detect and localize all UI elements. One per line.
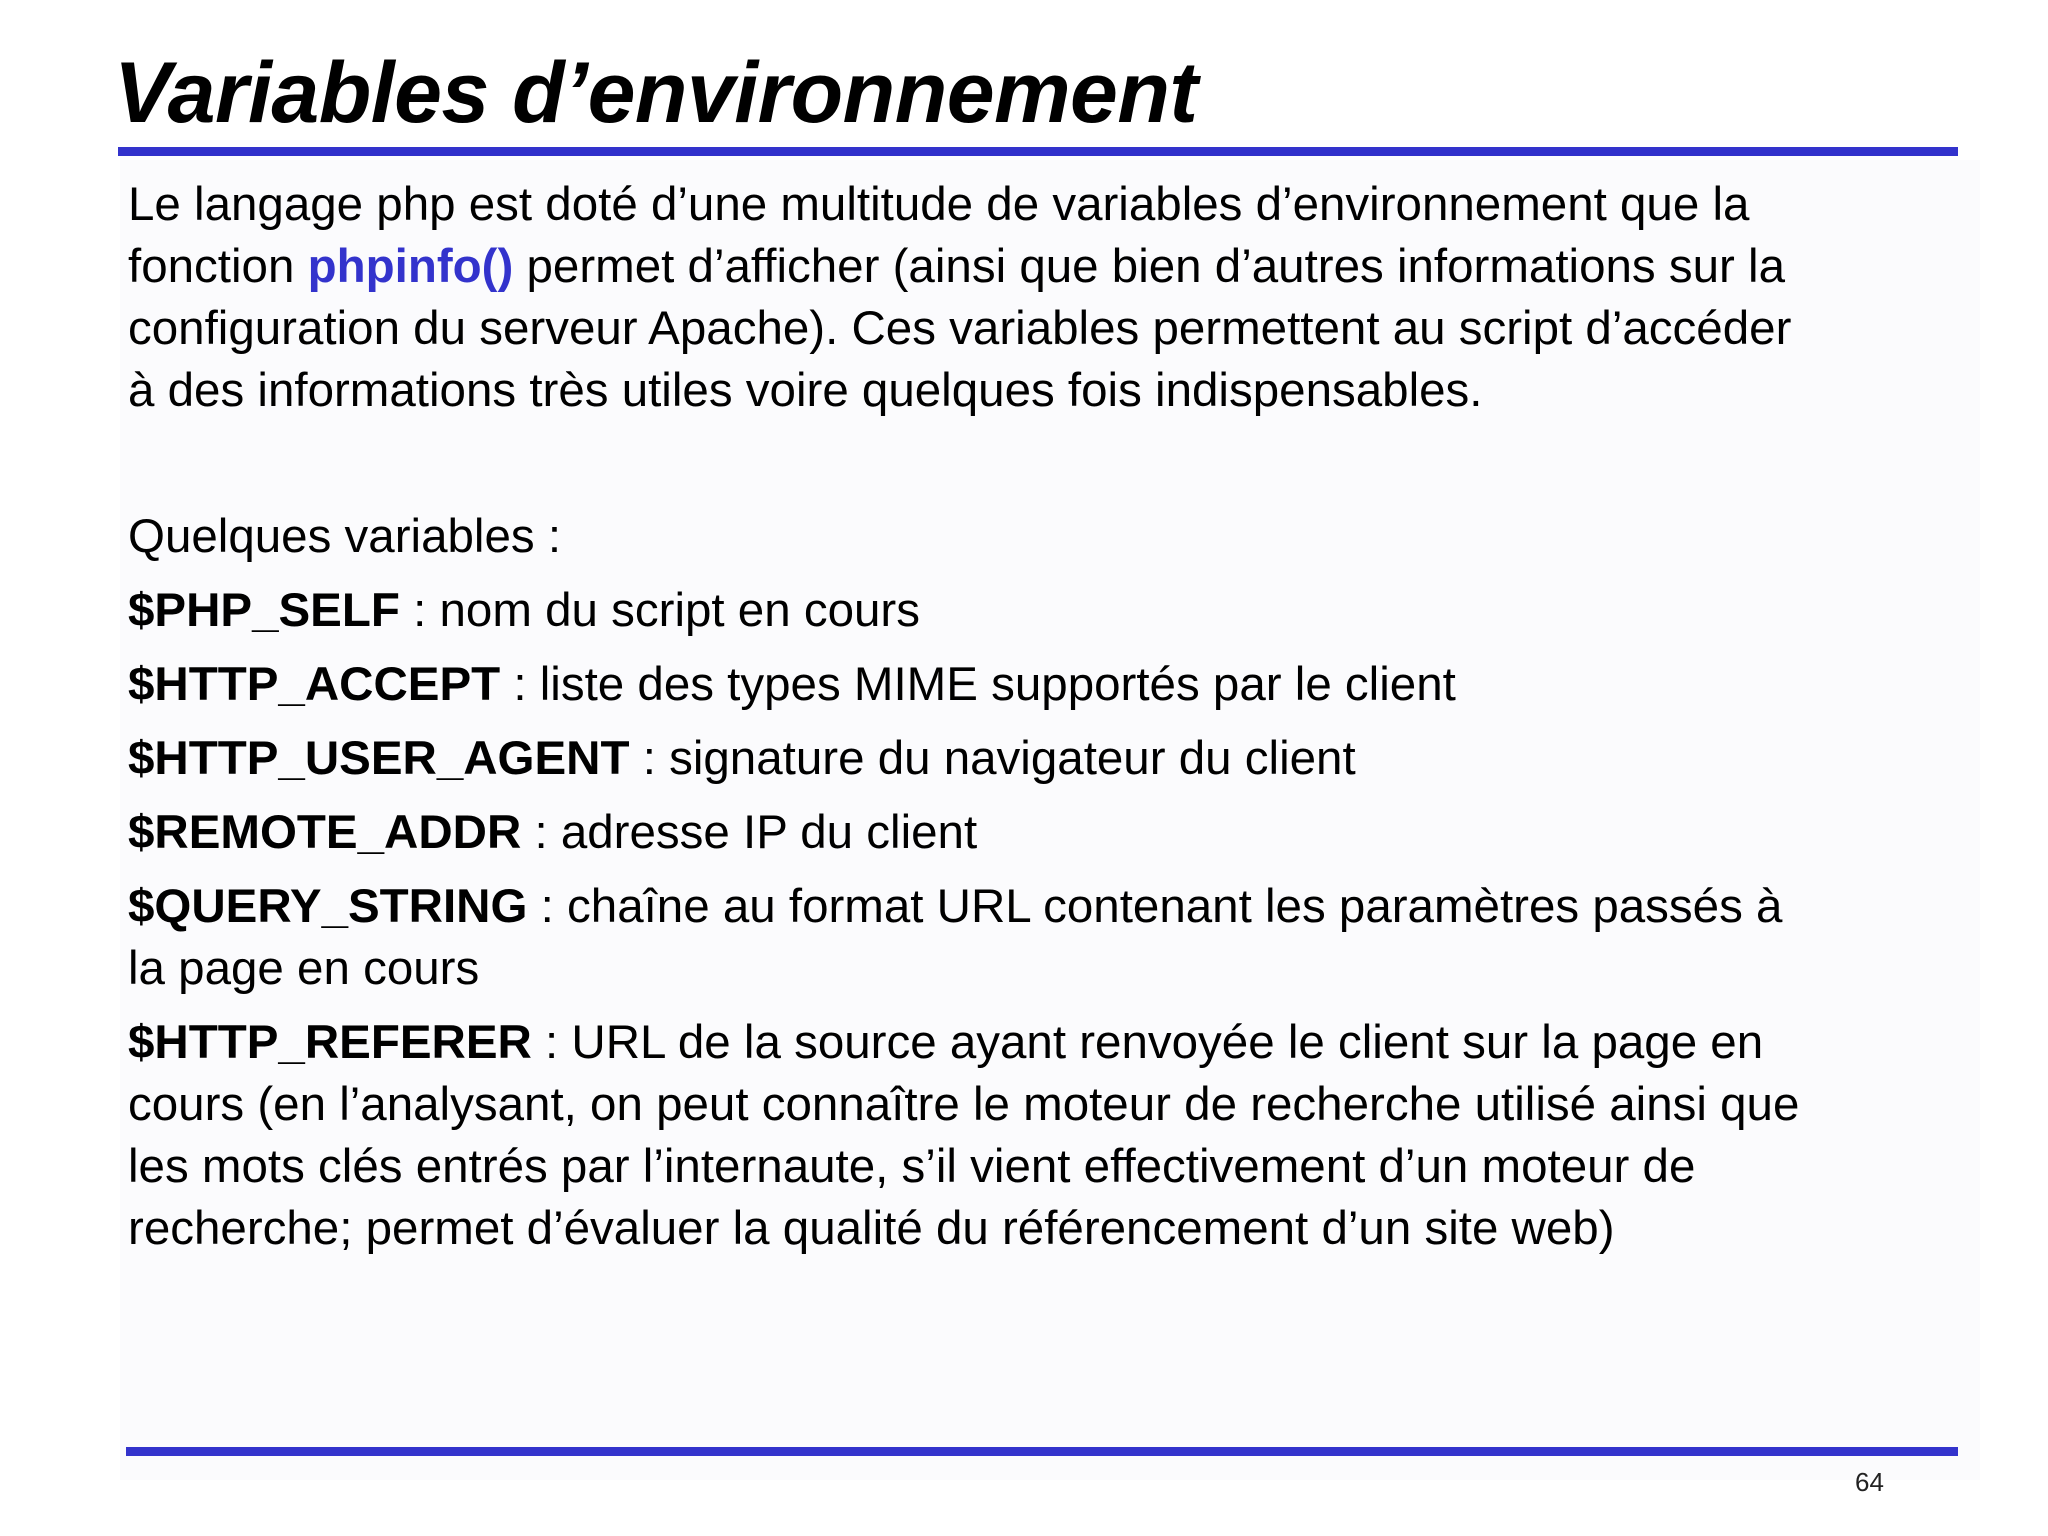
variables-list: [128, 580, 1958, 1272]
variable-line: [128, 654, 1958, 716]
variable-item: [128, 580, 1958, 642]
page-number: 64: [1855, 1467, 1884, 1497]
variable-item: [128, 728, 1958, 790]
variable-description-continued: la page en cours: [128, 942, 480, 995]
footer-rule: [126, 1447, 1958, 1456]
variable-line: [128, 802, 1958, 864]
variable-description: : signature du navigateur du client: [629, 732, 1356, 785]
variable-name: $HTTP_USER_AGENT: [128, 732, 630, 785]
variable-description: : chaîne au format URL contenant les paramètres passés à: [527, 880, 1783, 933]
variable-item: [128, 654, 1958, 716]
variable-name: $HTTP_ACCEPT: [128, 658, 501, 711]
variable-description-continued: cours (en l’analysant, on peut connaître le moteur de recherche utilisé ainsi que: [128, 1078, 1800, 1131]
intro-line: [128, 236, 1948, 298]
variable-name: $QUERY_STRING: [128, 880, 528, 933]
phpinfo-function-name: phpinfo(): [307, 240, 514, 293]
slide-title: Variables d’environnement: [114, 45, 1198, 141]
intro-paragraph: [128, 174, 1948, 422]
variable-line: [128, 876, 1958, 938]
variable-item: [128, 802, 1958, 864]
intro-line: à des informations très utiles voire quelques fois indispensables.: [128, 364, 1483, 417]
title-underline-rule: [118, 147, 1958, 156]
variable-name: $HTTP_REFERER: [128, 1016, 532, 1069]
intro-text: fonction: [128, 240, 308, 293]
intro-text: permet d’afficher (ainsi que bien d’autres informations sur la: [513, 240, 1786, 293]
variable-item: [128, 876, 1958, 1000]
variable-name: $REMOTE_ADDR: [128, 806, 522, 859]
variable-line: [128, 1012, 1958, 1074]
intro-line: configuration du serveur Apache). Ces variables permettent au script d’accéder: [128, 302, 1792, 355]
variable-line: [128, 580, 1958, 642]
variable-description-continued: les mots clés entrés par l’internaute, s’il vient effectivement d’un moteur de: [128, 1140, 1696, 1193]
variables-heading: Quelques variables :: [128, 510, 562, 563]
variable-description-continued: recherche; permet d’évaluer la qualité du référencement d’un site web): [128, 1202, 1615, 1255]
variable-description: : liste des types MIME supportés par le client: [500, 658, 1456, 711]
intro-line: Le langage php est doté d’une multitude de variables d’environnement que la: [128, 178, 1750, 231]
variable-line: [128, 728, 1958, 790]
variable-description: : adresse IP du client: [521, 806, 978, 859]
variable-name: $PHP_SELF: [128, 584, 400, 637]
variable-item: [128, 1012, 1958, 1260]
variable-description: : URL de la source ayant renvoyée le client sur la page en: [531, 1016, 1764, 1069]
variable-description: : nom du script en cours: [399, 584, 920, 637]
